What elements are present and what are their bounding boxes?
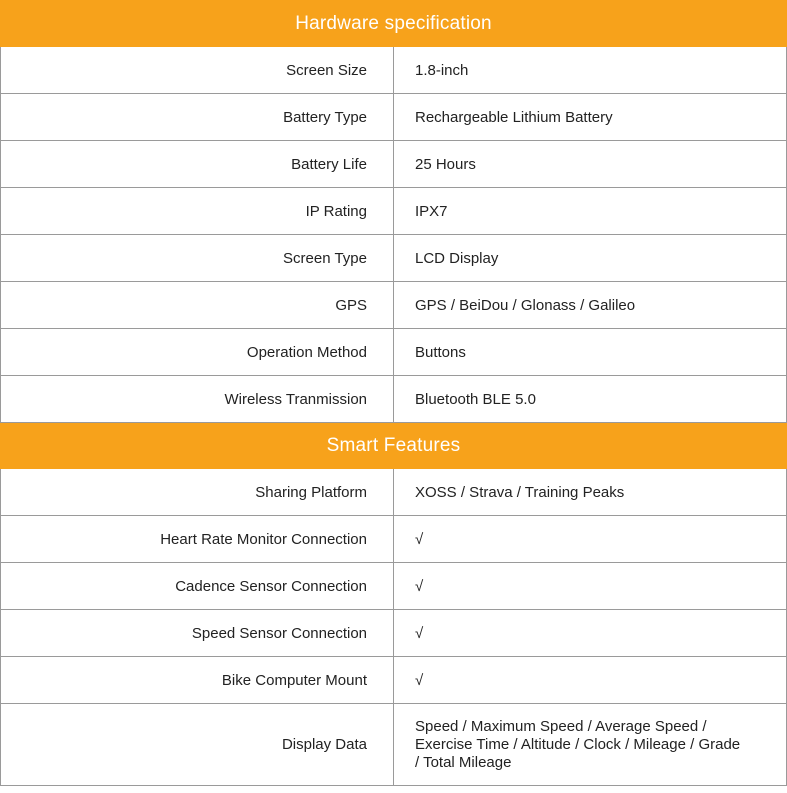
row-label: Display Data (1, 704, 394, 786)
table-row (1, 704, 787, 786)
checkmark-icon: √ (394, 657, 787, 704)
checkmark-icon: √ (394, 516, 787, 563)
row-label: IP Rating (1, 188, 394, 235)
table-row (1, 47, 787, 94)
row-label: Screen Size (1, 47, 394, 94)
row-label: Heart Rate Monitor Connection (1, 516, 394, 563)
row-label: Screen Type (1, 235, 394, 282)
table-row (1, 329, 787, 376)
row-value: 25 Hours (394, 141, 787, 188)
table-row (1, 610, 787, 657)
table-row (1, 141, 787, 188)
row-value: Bluetooth BLE 5.0 (394, 376, 787, 423)
section-title: Hardware specification (1, 1, 787, 47)
row-value: IPX7 (394, 188, 787, 235)
table-row (1, 563, 787, 610)
row-label: Cadence Sensor Connection (1, 563, 394, 610)
section-title: Smart Features (1, 423, 787, 469)
row-label: Battery Life (1, 141, 394, 188)
row-value: 1.8-inch (394, 47, 787, 94)
row-value: GPS / BeiDou / Glonass / Galileo (394, 282, 787, 329)
row-label: Wireless Tranmission (1, 376, 394, 423)
table-row (1, 235, 787, 282)
checkmark-icon: √ (394, 563, 787, 610)
section-header-hardware (1, 1, 787, 47)
row-value: LCD Display (394, 235, 787, 282)
row-value: XOSS / Strava / Training Peaks (394, 469, 787, 516)
row-label: Speed Sensor Connection (1, 610, 394, 657)
table-row (1, 94, 787, 141)
row-label: GPS (1, 282, 394, 329)
row-value: Buttons (394, 329, 787, 376)
row-label: Operation Method (1, 329, 394, 376)
section-header-smart-features (1, 423, 787, 469)
row-value: Rechargeable Lithium Battery (394, 94, 787, 141)
row-label: Sharing Platform (1, 469, 394, 516)
table-row (1, 282, 787, 329)
table-row (1, 516, 787, 563)
table-row (1, 469, 787, 516)
table-row (1, 657, 787, 704)
table-row (1, 376, 787, 423)
checkmark-icon: √ (394, 610, 787, 657)
row-label: Battery Type (1, 94, 394, 141)
row-value: Speed / Maximum Speed / Average Speed / Exercise Time / Altitude / Clock / Mileage / Grade / Total Mileage (394, 704, 787, 786)
row-label: Bike Computer Mount (1, 657, 394, 704)
table-row (1, 188, 787, 235)
